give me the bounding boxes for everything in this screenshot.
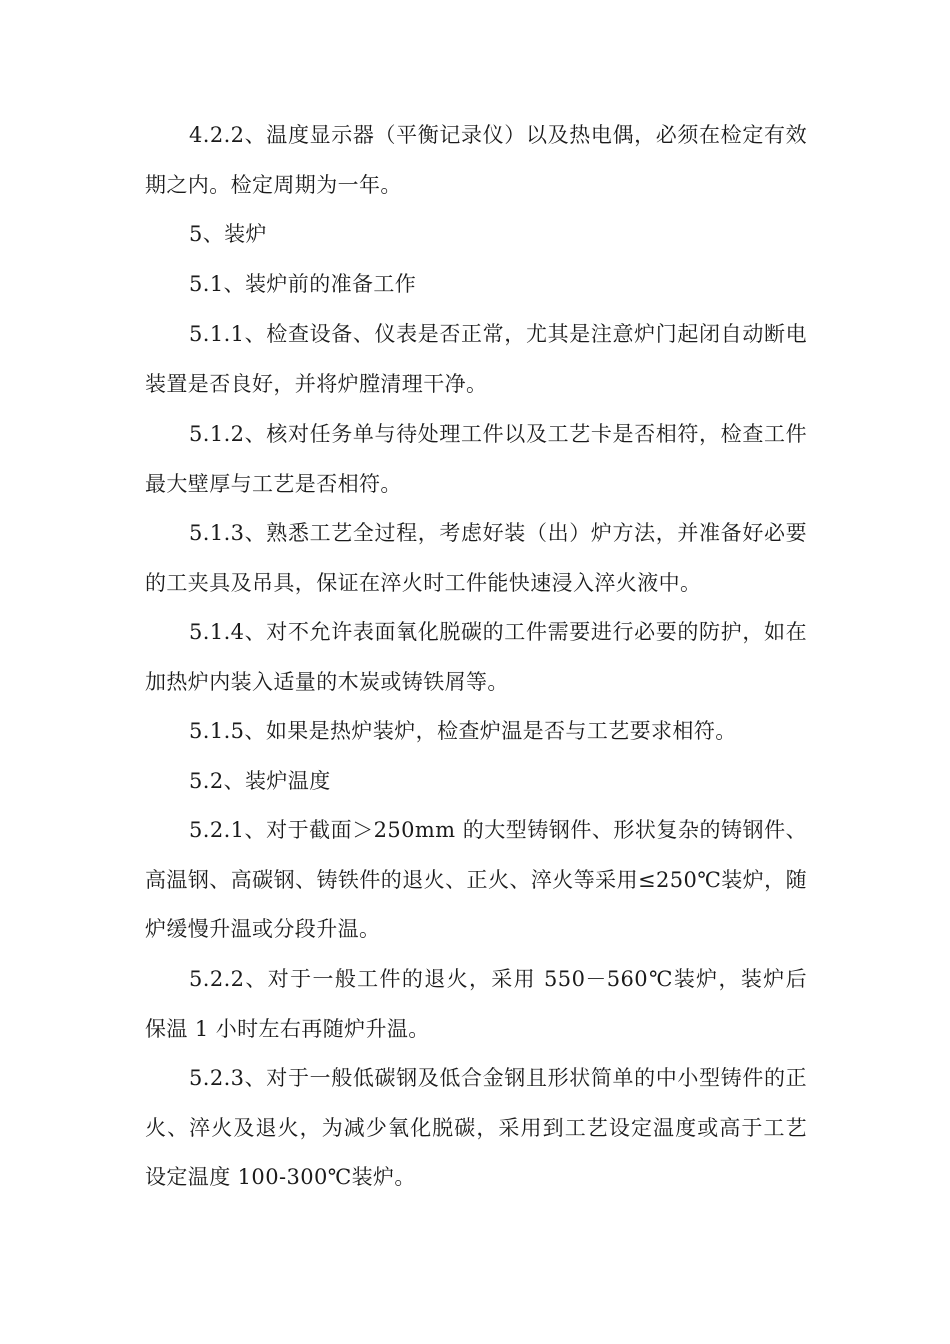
paragraph-5-1-5: 5.1.5、如果是热炉装炉，检查炉温是否与工艺要求相符。 (189, 719, 737, 743)
paragraph-5-1-1: 5.1.1、检查设备、仪表是否正常，尤其是注意炉门起闭自动断电装置是否良好，并将炉膛清理干净。 (145, 322, 807, 396)
paragraph-5-1-3: 5.1.3、熟悉工艺全过程，考虑好装（出）炉方法，并准备好必要的工夹具及吊具，保证在淬火时工件能快速浸入淬火液中。 (145, 521, 807, 595)
paragraph-5-2-3: 5.2.3、对于一般低碳钢及低合金钢且形状简单的中小型铸件的正火、淬火及退火，为减少氧化脱碳，采用到工艺设定温度或高于工艺设定温度 100-300℃装炉。 (145, 1066, 807, 1189)
heading-5-2: 5.2、装炉温度 (189, 769, 331, 793)
paragraph-5-2-1: 5.2.1、对于截面＞250mm 的大型铸钢件、形状复杂的铸钢件、高温钢、高碳钢、铸铁件的退火、正火、淬火等采用≤250℃装炉，随炉缓慢升温或分段升温。 (145, 818, 807, 941)
heading-5: 5、装炉 (189, 222, 267, 246)
paragraph-5-1-4: 5.1.4、对不允许表面氧化脱碳的工件需要进行必要的防护，如在加热炉内装入适量的木炭或铸铁屑等。 (145, 620, 807, 694)
paragraph-5-2-2: 5.2.2、对于一般工件的退火，采用 550－560℃装炉，装炉后保温 1 小时左右再随炉升温。 (145, 967, 807, 1041)
heading-5-1: 5.1、装炉前的准备工作 (189, 272, 417, 296)
paragraph-4-2-2: 4.2.2、温度显示器（平衡记录仪）以及热电偶，必须在检定有效期之内。检定周期为一年。 (145, 123, 807, 197)
paragraph-5-1-2: 5.1.2、核对任务单与待处理工件以及工艺卡是否相符，检查工件最大壁厚与工艺是否相符。 (145, 422, 807, 496)
